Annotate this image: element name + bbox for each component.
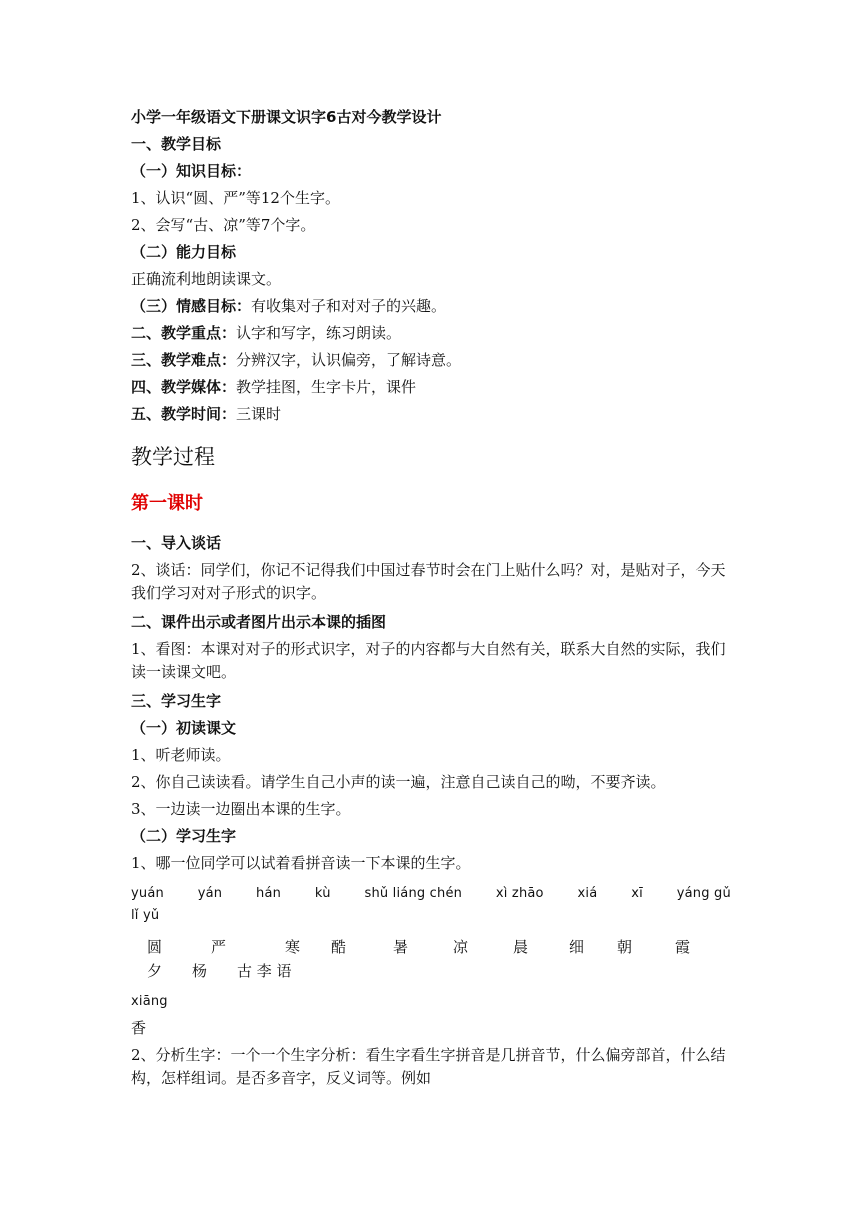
- knowledge-item-2: 2、会写“古、凉”等7个字。: [131, 216, 316, 234]
- emotion-line: [131, 293, 731, 320]
- pinyin-row-2: lǐ yǔ: [131, 908, 160, 923]
- difficulties-line: [131, 347, 731, 374]
- read-step-3: 3、一边读一边圈出本课的生字。: [131, 800, 351, 818]
- media-line: [131, 374, 731, 401]
- char-item: 酷: [331, 938, 347, 956]
- time-line: [131, 401, 731, 428]
- char-item: 晨: [513, 938, 529, 956]
- pinyin-item: xì zhāo: [495, 886, 544, 901]
- study-step-1: 1、哪一位同学可以试着看拼音读一下本课的生字。: [131, 854, 471, 872]
- learn-heading: 三、学习生字: [131, 692, 222, 710]
- lesson1-heading: 第一课时: [131, 493, 203, 514]
- pinyin-item: yán: [197, 886, 223, 901]
- study-heading: （二）学习生字: [131, 827, 237, 845]
- emotion-label: （三）情感目标：: [131, 297, 252, 315]
- char-item: 细: [569, 938, 585, 956]
- read-step-1: 1、听老师读。: [131, 746, 231, 764]
- char-item: 寒: [285, 938, 301, 956]
- xiang-pinyin: xiāng: [131, 994, 168, 1009]
- read-step-2: 2、你自己读读看。请学生自己小声的读一遍，注意自己读自己的呦，不要齐读。: [131, 773, 666, 791]
- chars-row-1: [131, 935, 731, 959]
- knowledge-heading: （一）知识目标：: [131, 162, 252, 180]
- intro-text: 2、谈话：同学们，你记不记得我们中国过春节时会在门上贴什么吗？对，是贴对子，今天我们学习对对子形式的识字。: [131, 561, 726, 602]
- study-step-2: 2、分析生字：一个一个生字分析：看生字看生字拼音是几拼音节，什么偏旁部首，什么结构，怎样组词。是否多音字，反义词等。例如: [131, 1046, 726, 1087]
- document-body: [131, 104, 731, 1094]
- document-title: 小学一年级语文下册课文识字6古对今教学设计: [131, 108, 442, 126]
- ability-heading: （二）能力目标: [131, 243, 237, 261]
- xiang-char: 香: [131, 1019, 147, 1037]
- intro-heading: 一、导入谈话: [131, 534, 222, 552]
- pinyin-item: shǔ liáng chén: [364, 886, 463, 901]
- media-text: 教学挂图，生字卡片，课件: [236, 378, 417, 396]
- pinyin-item: kù: [314, 886, 331, 901]
- pinyin-item: hán: [256, 886, 282, 901]
- pinyin-item: yuán: [131, 886, 164, 901]
- pinyin-item: xī: [631, 886, 643, 901]
- difficulties-label: 三、教学难点：: [131, 351, 237, 369]
- show-text: 1、看图：本课对对子的形式识字，对子的内容都与大自然有关，联系大自然的实际，我们读一读课文吧。: [131, 640, 726, 681]
- difficulties-text: 分辨汉字，认识偏旁，了解诗意。: [236, 351, 462, 369]
- show-heading: 二、课件出示或者图片出示本课的插图: [131, 613, 387, 631]
- time-text: 三课时: [236, 405, 282, 423]
- emotion-text: 有收集对子和对对子的兴趣。: [251, 297, 447, 315]
- key-points-line: [131, 320, 731, 347]
- char-item: 严: [211, 938, 227, 956]
- char-item: 暑: [393, 938, 409, 956]
- char-item: 凉: [453, 938, 469, 956]
- pinyin-item: yáng gǔ: [676, 886, 731, 901]
- pinyin-item: xiá: [577, 886, 598, 901]
- char-item: 霞: [675, 938, 691, 956]
- media-label: 四、教学媒体：: [131, 378, 237, 396]
- key-points-text: 认字和写字，练习朗读。: [236, 324, 402, 342]
- pinyin-row-1: [131, 883, 731, 905]
- time-label: 五、教学时间：: [131, 405, 237, 423]
- process-heading: 教学过程: [131, 445, 215, 469]
- chars-block: [131, 935, 731, 983]
- key-points-label: 二、教学重点：: [131, 324, 237, 342]
- char-item: 圆: [147, 938, 163, 956]
- objectives-heading: 一、教学目标: [131, 135, 222, 153]
- first-read-heading: （一）初读课文: [131, 719, 237, 737]
- knowledge-item-1: 1、认识“圆、严”等12个生字。: [131, 189, 340, 207]
- chars-row-2: 夕 杨 古 李 语: [147, 962, 292, 980]
- char-item: 朝: [617, 938, 633, 956]
- ability-text: 正确流利地朗读课文。: [131, 270, 282, 288]
